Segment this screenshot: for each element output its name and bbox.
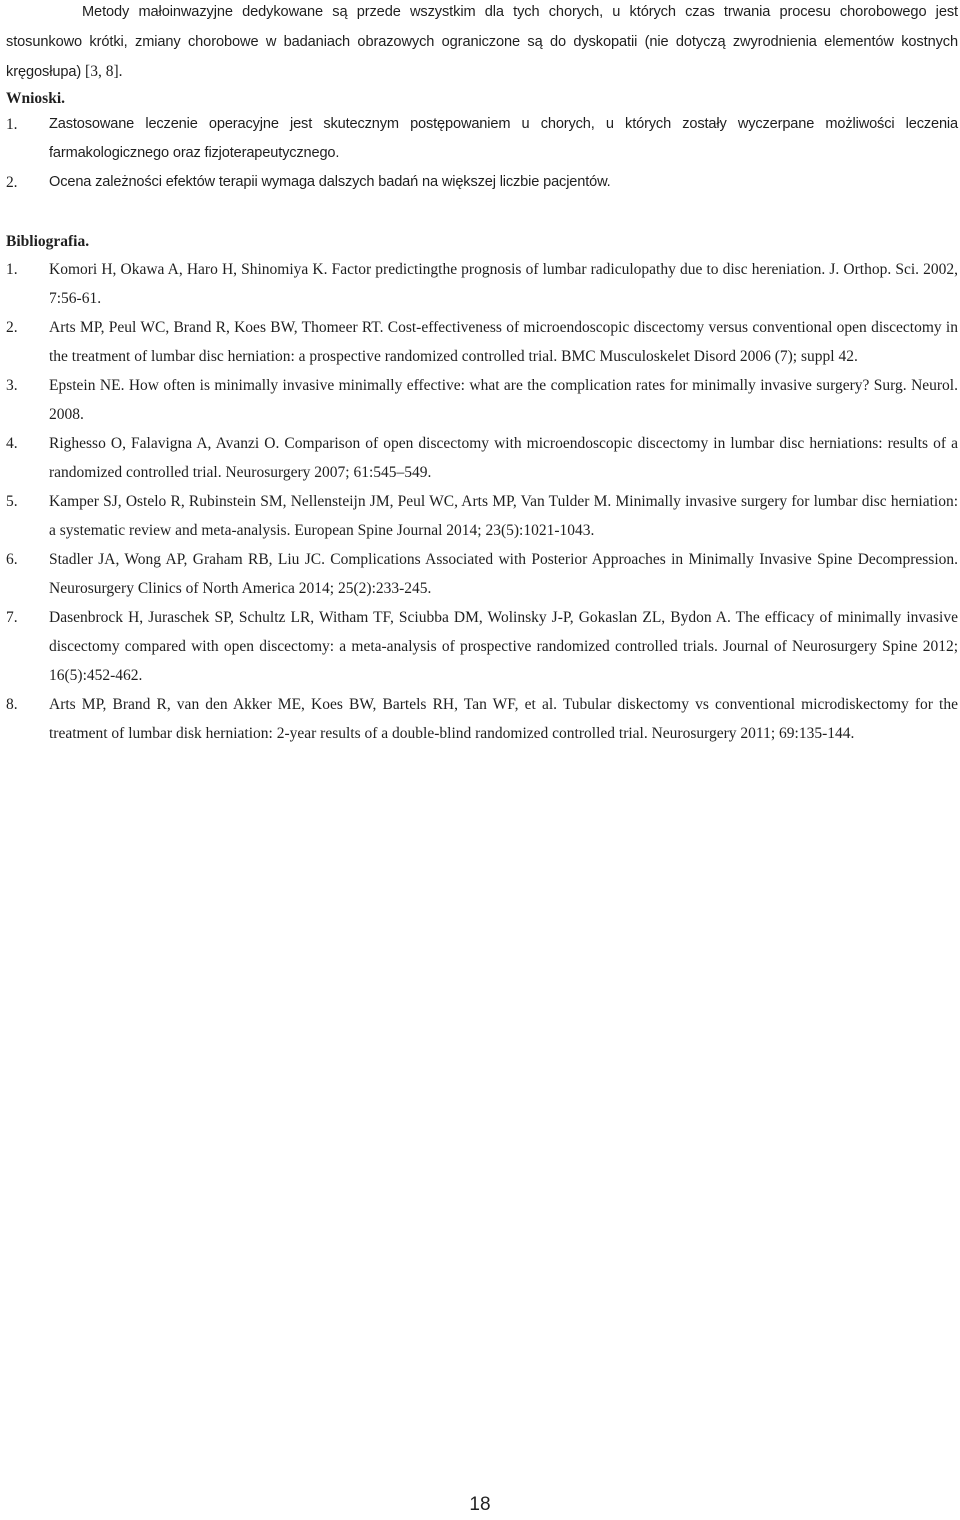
reference-text: Righesso O, Falavigna A, Avanzi O. Comparison of open discectomy with microendoscopic discectomy in lumbar disc herniations: results of a randomized controlled trial. Neurosurgery 2007; 61:545–549. <box>49 435 958 481</box>
reference-number: 3. <box>6 377 18 394</box>
reference-text: Komori H, Okawa A, Haro H, Shinomiya K. Factor predictingthe prognosis of lumbar radiculopathy due to disc hereniation. J. Orthop. Sci. 2002, 7:56-61. <box>49 261 958 307</box>
reference-number: 4. <box>6 435 18 452</box>
reference-text: Arts MP, Peul WC, Brand R, Koes BW, Thomeer RT. Cost-effectiveness of microendoscopic discectomy versus conventional open discectomy in the treatment of lumbar disc herniation: a prospective randomized controlled trial. BMC Musculoskelet Disord 2006 (7); suppl 42. <box>49 319 958 365</box>
reference-text: Kamper SJ, Ostelo R, Rubinstein SM, Nellensteijn JM, Peul WC, Arts MP, Van Tulder M. Minimally invasive surgery for lumbar disc herniation: a systematic review and meta-analysis. European Spine Journal 2014; 23(5):1021-1043. <box>49 493 958 539</box>
list-item <box>6 110 958 168</box>
reference-item <box>6 429 958 487</box>
intro-text: Metody małoinwazyjne dedykowane są przede wszystkim dla tych chorych, u których czas trwania procesu chorobowego jest stosunkowo krótki, zmiany chorobowe w badaniach obrazowych ograniczone są do dyskopatii (nie dotyczą zwyrodnienia elementów kostnych kręgosłupa) <box>6 4 958 80</box>
bibliography-list <box>6 255 958 748</box>
intro-citation: [3, 8]. <box>81 63 123 80</box>
reference-item <box>6 371 958 429</box>
list-item-text: Ocena zależności efektów terapii wymaga dalszych badań na większej liczbie pacjentów. <box>49 174 611 190</box>
list-item-number: 1. <box>6 116 18 133</box>
reference-number: 5. <box>6 493 18 510</box>
reference-number: 1. <box>6 261 18 278</box>
reference-item <box>6 690 958 748</box>
list-item <box>6 168 958 197</box>
reference-text: Stadler JA, Wong AP, Graham RB, Liu JC. Complications Associated with Posterior Approaches in Minimally Invasive Spine Decompression. Neurosurgery Clinics of North America 2014; 25(2):233-245. <box>49 551 958 597</box>
list-item-number: 2. <box>6 174 18 191</box>
reference-number: 8. <box>6 696 18 713</box>
reference-item <box>6 487 958 545</box>
reference-number: 7. <box>6 609 18 626</box>
reference-item <box>6 313 958 371</box>
reference-item <box>6 603 958 690</box>
bibliography-heading: Bibliografia. <box>6 233 90 250</box>
reference-text: Dasenbrock H, Juraschek SP, Schultz LR, Witham TF, Sciubba DM, Wolinsky J-P, Gokaslan ZL, Bydon A. The efficacy of minimally invasive discectomy compared with open discectomy: a meta-analysis of prospective randomized controlled trials. Journal of Neurosurgery Spine 2012; 16(5):452-462. <box>49 609 958 684</box>
reference-number: 2. <box>6 319 18 336</box>
list-item-text: Zastosowane leczenie operacyjne jest skutecznym postępowaniem u chorych, u których zostały wyczerpane możliwości leczenia farmakologicznego oraz fizjoterapeutycznego. <box>49 116 958 161</box>
reference-text: Arts MP, Brand R, van den Akker ME, Koes BW, Bartels RH, Tan WF, et al. Tubular diskectomy vs conventional microdiskectomy for the treatment of lumbar disk herniation: 2-year results of a double-blind randomized controlled trial. Neurosurgery 2011; 69:135-144. <box>49 696 958 742</box>
reference-number: 6. <box>6 551 18 568</box>
conclusions-heading: Wnioski. <box>6 90 66 107</box>
conclusions-list <box>6 110 958 197</box>
reference-item <box>6 545 958 603</box>
reference-text: Epstein NE. How often is minimally invasive minimally effective: what are the complication rates for minimally invasive surgery? Surg. Neurol. 2008. <box>49 377 958 423</box>
intro-paragraph <box>6 0 958 87</box>
page-number: 18 <box>469 1494 491 1515</box>
reference-item <box>6 255 958 313</box>
